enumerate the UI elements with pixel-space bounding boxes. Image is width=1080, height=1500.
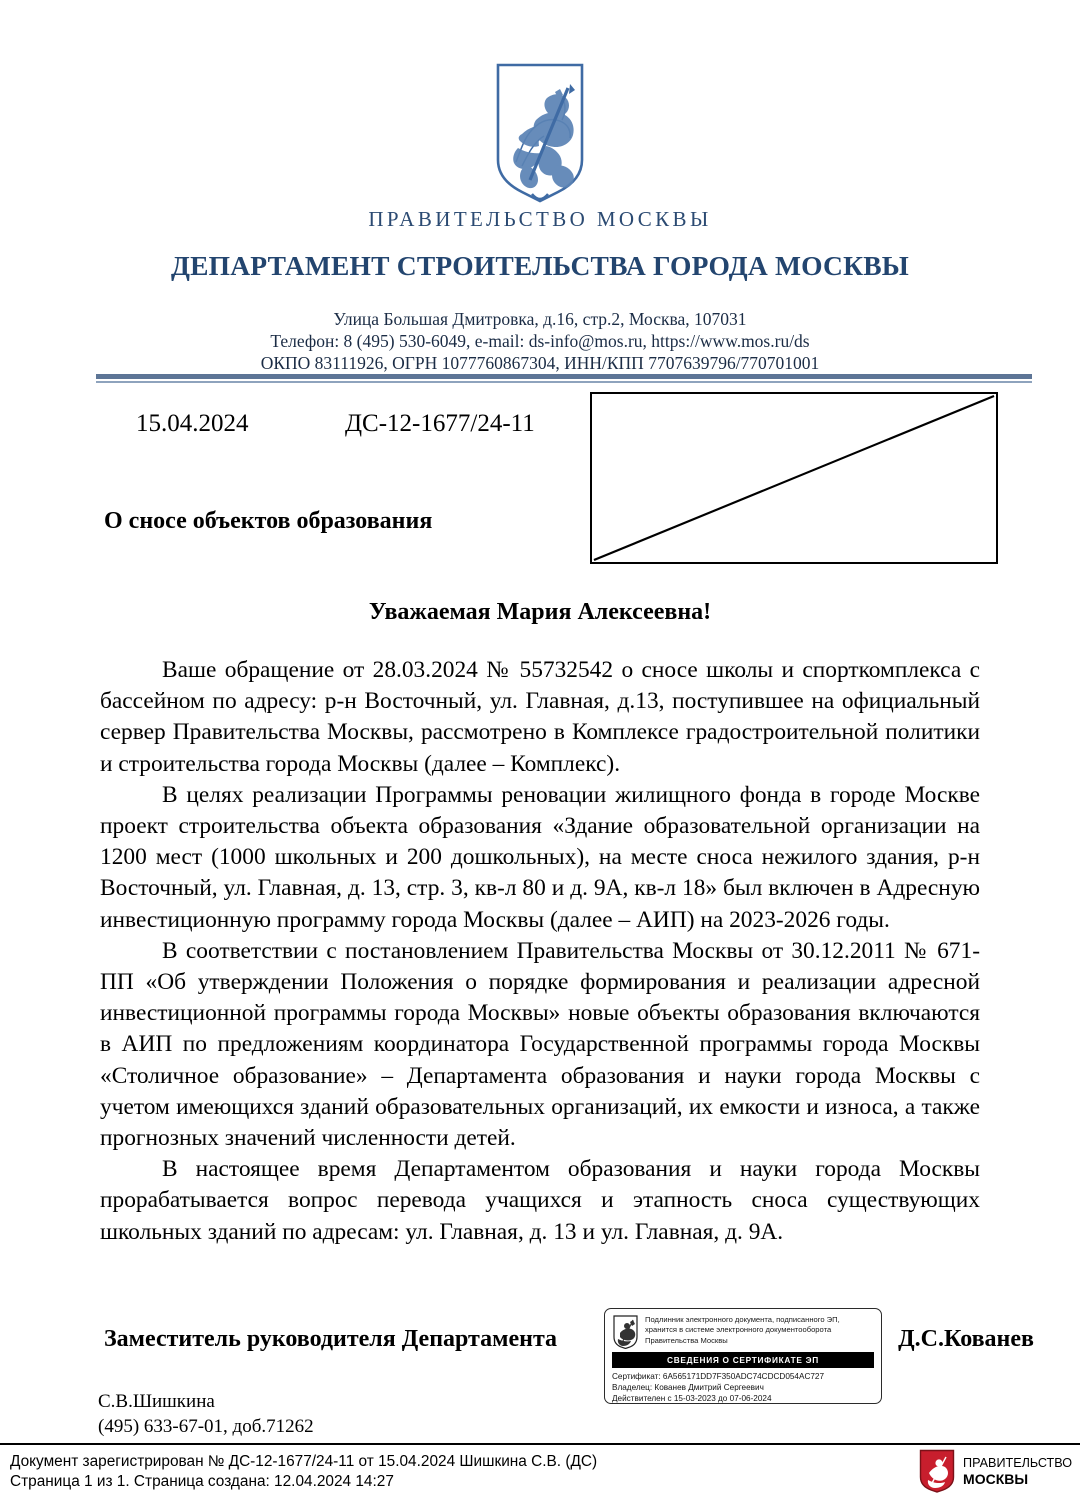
letter-body [100,655,980,1248]
footer-brand-line1: ПРАВИТЕЛЬСТВО [963,1456,1072,1470]
footer-brand [919,1449,1072,1493]
department-title: ДЕПАРТАМЕНТ СТРОИТЕЛЬСТВА ГОРОДА МОСКВЫ [170,250,909,281]
signatory-title: Заместитель руководителя Департамента [104,1326,558,1352]
document-reference-number: ДС-12-1677/24-11 [345,410,535,437]
executor-block [98,1389,314,1439]
letter-paragraph: Ваше обращение от 28.03.2024 № 55732542 о сносе школы и спорткомплекса с бассейном по адресу: р-н Восточный, ул. Главная, д.13, поступившее на официальный сервер Правительства Москвы, рассмотрено в Комплексе градостроительной политики и строительства города Москвы (далее – Комплекс). [100,657,980,777]
footer-brand-line2: МОСКВЫ [963,1471,1029,1487]
letterhead-address: Улица Большая Дмитровка, д.16, стр.2, Москва, 107031 [333,309,747,329]
addressee-placeholder-box [590,392,998,564]
letterhead-divider-thick [96,374,1032,379]
letterhead-emblem-container [0,62,1080,204]
letterhead-phone-email: Телефон: 8 (495) 530-6049, e-mail: ds-info@mos.ru, https://www.mos.ru/ds [270,331,810,351]
esign-certificate-serial: Сертификат: 6A565171DD7F350ADC74CDCD054AC727 [612,1372,825,1381]
letter-paragraph: В соответствии с постановлением Правительства Москвы от 30.12.2011 № 671-ПП «Об утверждении Положения о порядке формирования и реализации адресной инвестиционной программы города Москвы» новые объекты образования включаются в АИП по предложениям координатора Государственной программы города Москвы «Столичное образование» – Департамента образования и науки города Москвы с учетом имеющихся зданий образовательных организаций, их емкости и износа, а также прогнозных значений численности детей. [100,937,980,1152]
salutation: Уважаемая Мария Алексеевна! [368,599,712,625]
footer-divider [0,1443,1080,1445]
footer-registration-line2: Страница 1 из 1. Страница создана: 12.04.2024 14:27 [10,1473,394,1490]
letterhead-divider-thin [96,381,1032,383]
esign-certificate-bar: СВЕДЕНИЯ О СЕРТИФИКАТЕ ЭП [612,1352,874,1368]
footer-brand-text [963,1455,1072,1487]
footer-registration [10,1452,597,1492]
footer-registration-line1: Документ зарегистрирован № ДС-12-1677/24-11 от 15.04.2024 Шишкина С.В. (ДС) [10,1453,598,1470]
document-subject: О сносе объектов образования [104,508,433,534]
moscow-shield-icon [919,1449,955,1493]
signatory-name: Д.С.Кованев [898,1326,1034,1352]
letter-paragraph: В настоящее время Департаментом образования и науки города Москвы прорабатывается вопрос перевода учащихся и этапность сноса существующих школьных зданий по адресам: ул. Главная, д. 13 и ул. Главная, д. 9А. [100,1156,980,1245]
esign-note-line2: хранится в системе электронного документооборота [645,1325,832,1335]
electronic-signature-stamp [604,1308,882,1404]
esign-certificate-owner: Владелец: Кованев Дмитрий Сергеевич [612,1383,764,1393]
document-date: 15.04.2024 [136,410,249,437]
executor-name: С.В.Шишкина [98,1391,215,1412]
esign-certificate-details [605,1368,881,1404]
letter-paragraph: В целях реализации Программы реновации жилищного фонда в городе Москве проект строительства объекта образования «Здание образовательной организации на 1200 мест (1000 школьных и 200 дошкольных), на месте сноса нежилого здания, р-н Восточный, ул. Главная, д. 13, стр. 3, кв-л 80 и д. 9А, кв-л 18» был включен в Адресную инвестиционную программу города Москвы (далее – АИП) на 2023-2026 годы. [100,781,980,933]
letterhead-codes: ОКПО 83111926, ОГРН 1077760867304, ИНН/КПП 7707639796/770701001 [260,353,820,373]
government-line: ПРАВИТЕЛЬСТВО МОСКВЫ [368,207,712,231]
esign-note [645,1315,840,1346]
esign-note-line1: Подлинник электронного документа, подписанного ЭП, [645,1315,840,1324]
esign-certificate-validity: Действителен с 15-03-2023 до 07-06-2024 [612,1394,772,1404]
esign-header [605,1309,881,1349]
moscow-coat-of-arms-icon [492,62,588,204]
esign-note-line3: Правительства Москвы [645,1335,728,1345]
executor-phone: (495) 633-67-01, доб.71262 [98,1416,314,1437]
moscow-coat-of-arms-small-icon [612,1315,639,1349]
letterhead-contacts [0,308,1080,374]
